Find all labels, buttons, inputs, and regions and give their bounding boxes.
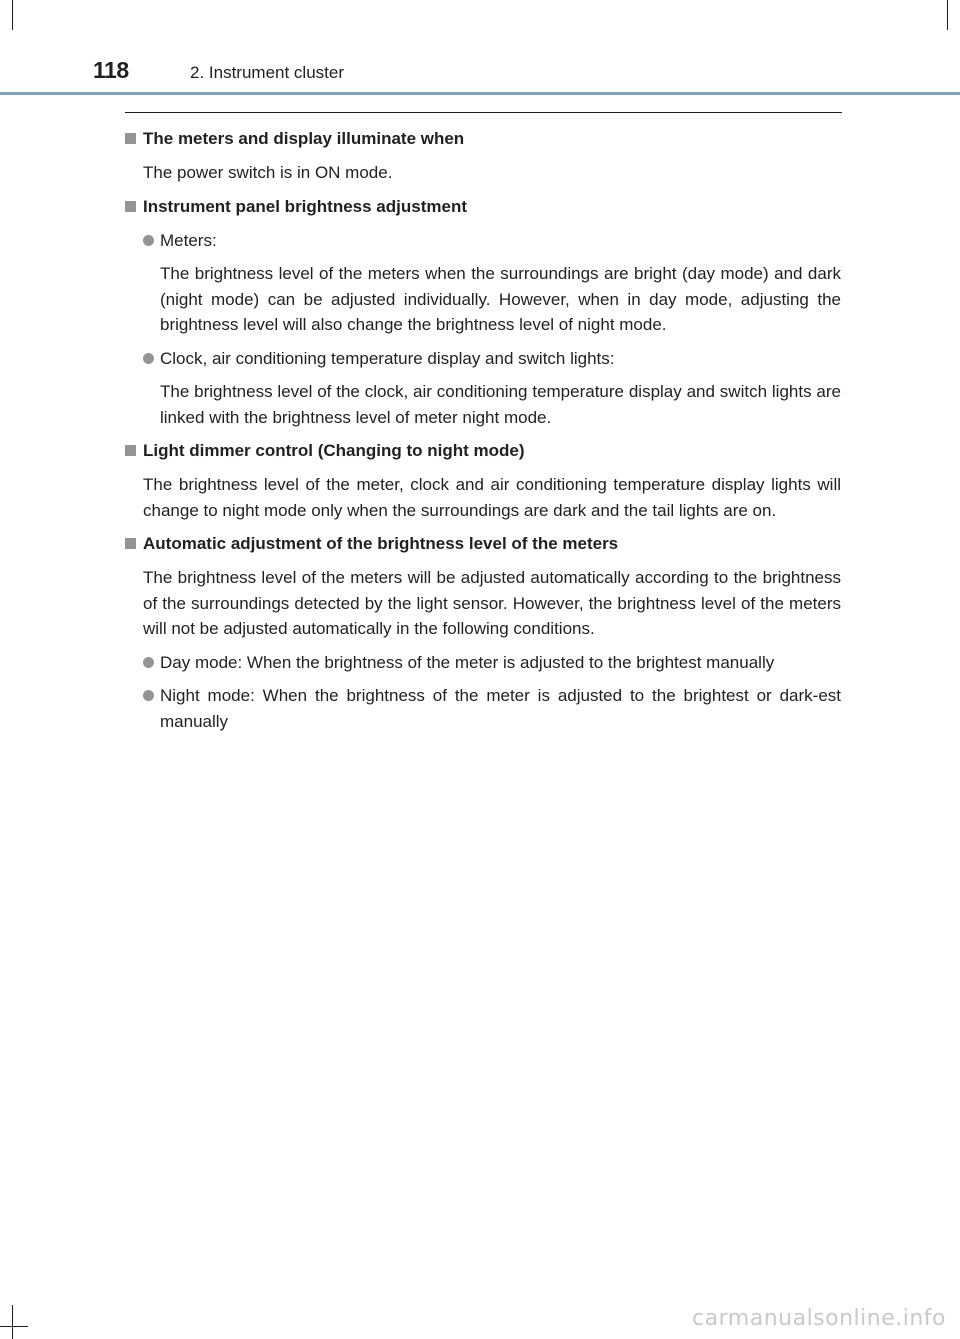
crop-mark-top-left-v xyxy=(12,0,13,30)
section-title: 2. Instrument cluster xyxy=(190,63,345,82)
heading-text: Instrument panel brightness adjustment xyxy=(143,196,467,216)
square-bullet-icon xyxy=(125,445,136,456)
bullet-label: Day mode: When the brightness of the meter is adjusted to the brightest manually xyxy=(160,652,775,672)
bullet-item xyxy=(143,228,841,254)
bullet-item xyxy=(143,683,841,734)
page-header xyxy=(0,52,960,94)
square-bullet-icon xyxy=(125,133,136,144)
square-bullet-icon xyxy=(125,538,136,549)
bullet-label: Meters: xyxy=(160,230,217,250)
square-bullet-icon xyxy=(125,201,136,212)
watermark-link[interactable]: carmanualsonline.info xyxy=(692,1306,946,1331)
crop-mark-bottom-left-h xyxy=(0,1326,28,1327)
section-heading xyxy=(125,438,841,464)
crop-mark-bottom-left-v xyxy=(12,1305,13,1339)
paragraph: The power switch is in ON mode. xyxy=(143,163,393,182)
bullet-item xyxy=(143,650,841,676)
bullet-label: Clock, air conditioning temperature display and switch lights: xyxy=(160,348,615,368)
circle-bullet-icon xyxy=(143,235,154,246)
page-number: 118 xyxy=(93,57,129,83)
paragraph: The brightness level of the meter, clock and air conditioning temperature display lights will change to night mode only when the surroundings are dark and the tail lights are on. xyxy=(143,475,841,520)
circle-bullet-icon xyxy=(143,657,154,668)
section-heading xyxy=(125,531,841,557)
content-top-rule xyxy=(125,112,842,113)
heading-text: The meters and display illuminate when xyxy=(143,129,465,148)
crop-mark-top-right-v xyxy=(947,0,948,30)
bullet-paragraph: The brightness level of the meters when the surroundings are bright (day mode) and dark (night mode) can be adjusted individually. However, when in day mode, adjusting the brightness level will also change the brightness level of night mode. xyxy=(160,264,841,334)
section-heading xyxy=(125,194,841,220)
paragraph: The brightness level of the meters will be adjusted automatically according to the brightness of the surroundings detected by the light sensor. However, the brightness level of the meters will not be adjusted automatically in the following conditions. xyxy=(143,568,841,638)
header-rule xyxy=(0,92,960,95)
circle-bullet-icon xyxy=(143,353,154,364)
page-content xyxy=(125,126,841,742)
bullet-label: Night mode: When the brightness of the meter is adjusted to the brightest or dark-est manually xyxy=(160,686,841,731)
heading-text: Light dimmer control (Changing to night mode) xyxy=(143,441,525,460)
heading-text: Automatic adjustment of the brightness level of the meters xyxy=(143,534,619,553)
bullet-item xyxy=(143,346,841,372)
circle-bullet-icon xyxy=(143,690,154,701)
section-heading xyxy=(125,126,841,152)
bullet-paragraph: The brightness level of the clock, air conditioning temperature display and switch lights are linked with the brightness level of meter night mode. xyxy=(160,382,841,427)
